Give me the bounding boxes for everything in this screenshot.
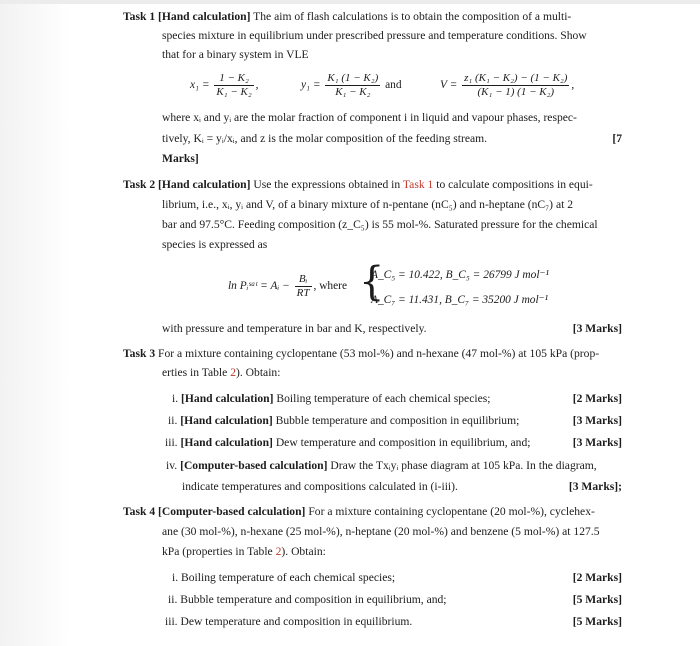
task4-item-i-marks: [2 Marks] [572, 571, 622, 584]
task4-label: Task 4 [123, 505, 156, 518]
equation-x1: x₁ = $\frac{\text{1 − K₂}}{\text{K₁ − K₂}}$ , [190, 72, 259, 98]
task3-line1: Task 3 For a mixture containing cyclopentane (53 mol-%) and n-hexane (47 mol-%) at 105 kPa (prop- [123, 347, 600, 360]
task2-line1: Task 2 [Hand calculation] Use the expressions obtained in Task 1 to calculate compositions in equi- [123, 178, 593, 191]
task4-line3: kPa (properties in Table 2). Obtain: [162, 545, 326, 558]
task3-item-iv-line2: indicate temperatures and compositions calculated in (i-iii). [182, 480, 458, 493]
equation-y1: y₁ = $\frac{\text{K₁ (1 − K₂)}}{\text{K₁ − K₂}}$ and [301, 72, 402, 98]
task1-line5: tively, Kᵢ = yᵢ/xᵢ, and z is the molar composition of the feeding stream. [162, 132, 488, 145]
task4-item-i: i. Boiling temperature of each chemical species; [172, 571, 396, 584]
equation-c5-params: A_C₅ = 10.422, B_C₅ = 26799 J mol⁻¹ [371, 269, 549, 281]
task3-item-iv-marks: [3 Marks]; [568, 480, 622, 493]
task2-label: Task 2 [123, 178, 156, 191]
task1-line1: Task 1 [Hand calculation] The aim of flash calculations is to obtain the composition of a multi- [123, 10, 572, 23]
task4-item-iii: iii. Dew temperature and composition in equilibrium. [165, 615, 413, 628]
task3-item-ii-marks: [3 Marks] [572, 414, 622, 427]
task4-tag: [Computer-based calculation] [158, 505, 306, 518]
task1-label: Task 1 [123, 10, 156, 23]
task3-label: Task 3 [123, 347, 156, 360]
task1-marks-a: [7 [612, 132, 622, 145]
task4-item-iii-marks: [5 Marks] [572, 615, 622, 628]
task2-line3: bar and 97.5°C. Feeding composition (z_C₅) is 55 mol-%. Saturated pressure for the chemical [162, 218, 598, 231]
task3-line2: erties in Table 2). Obtain: [162, 366, 281, 379]
task3-item-iii-marks: [3 Marks] [572, 436, 622, 449]
task2-line5: with pressure and temperature in bar and K, respectively. [162, 322, 427, 335]
task1-tag: [Hand calculation] [158, 10, 251, 23]
task1-line3: that for a binary system in VLE [162, 48, 309, 61]
task3-item-iv: iv. [Computer-based calculation] Draw the Txᵢyᵢ phase diagram at 105 kPa. In the diagram, [166, 459, 597, 472]
equation-c7-params: A_C₇ = 11.431, B_C₇ = 35200 J mol⁻¹ [371, 294, 549, 306]
task1-line2: species mixture in equilibrium under prescribed pressure and temperature conditions. Show [162, 29, 587, 42]
task2-marks: [3 Marks] [572, 322, 622, 335]
task3-item-iii: iii. [Hand calculation] Dew temperature and composition in equilibrium, and; [165, 436, 531, 449]
task3-item-i: i. [Hand calculation] Boiling temperature of each chemical species; [172, 392, 491, 405]
equation-v: V = $\frac{\text{z₁ (K₁ − K₂) − (1 − K₂)}}{\text{(K₁ − 1) (1 − K₂)}}$ , [440, 72, 575, 98]
task1-reference-link[interactable]: Task 1 [402, 178, 434, 191]
task1-marks-b: Marks] [162, 152, 199, 165]
equation-antoine: ln Pᵢˢᵃᵗ = Aᵢ − $\frac{\text{Bᵢ}}{RT}$ , where [228, 273, 348, 299]
table2-reference-link[interactable]: 2 [230, 366, 236, 379]
task3-item-ii: ii. [Hand calculation] Bubble temperature and composition in equilibrium; [168, 414, 520, 427]
task1-line4: where xᵢ and yᵢ are the molar fraction of component i in liquid and vapour phases, respec- [162, 111, 577, 124]
task2-line4: species is expressed as [162, 238, 268, 251]
table2-reference-link-2[interactable]: 2 [275, 545, 282, 558]
task4-line1: Task 4 [Computer-based calculation] For a mixture containing cyclopentane (20 mol-%), cyclehex- [123, 505, 595, 518]
task3-item-i-marks: [2 Marks] [572, 392, 622, 405]
task4-item-ii-marks: [5 Marks] [572, 593, 622, 606]
task4-line2: ane (30 mol-%), n-hexane (25 mol-%), n-heptane (20 mol-%) and benzene (5 mol-%) at 127.5 [162, 525, 600, 538]
task2-line2: librium, i.e., xᵢ, yᵢ and V, of a binary mixture of n-pentane (nC₅) and n-heptane (nC₇) at 2 [162, 198, 574, 211]
left-brace: { [359, 259, 385, 305]
task4-item-ii: ii. Bubble temperature and composition in equilibrium, and; [168, 593, 447, 606]
task2-tag: [Hand calculation] [158, 178, 251, 191]
